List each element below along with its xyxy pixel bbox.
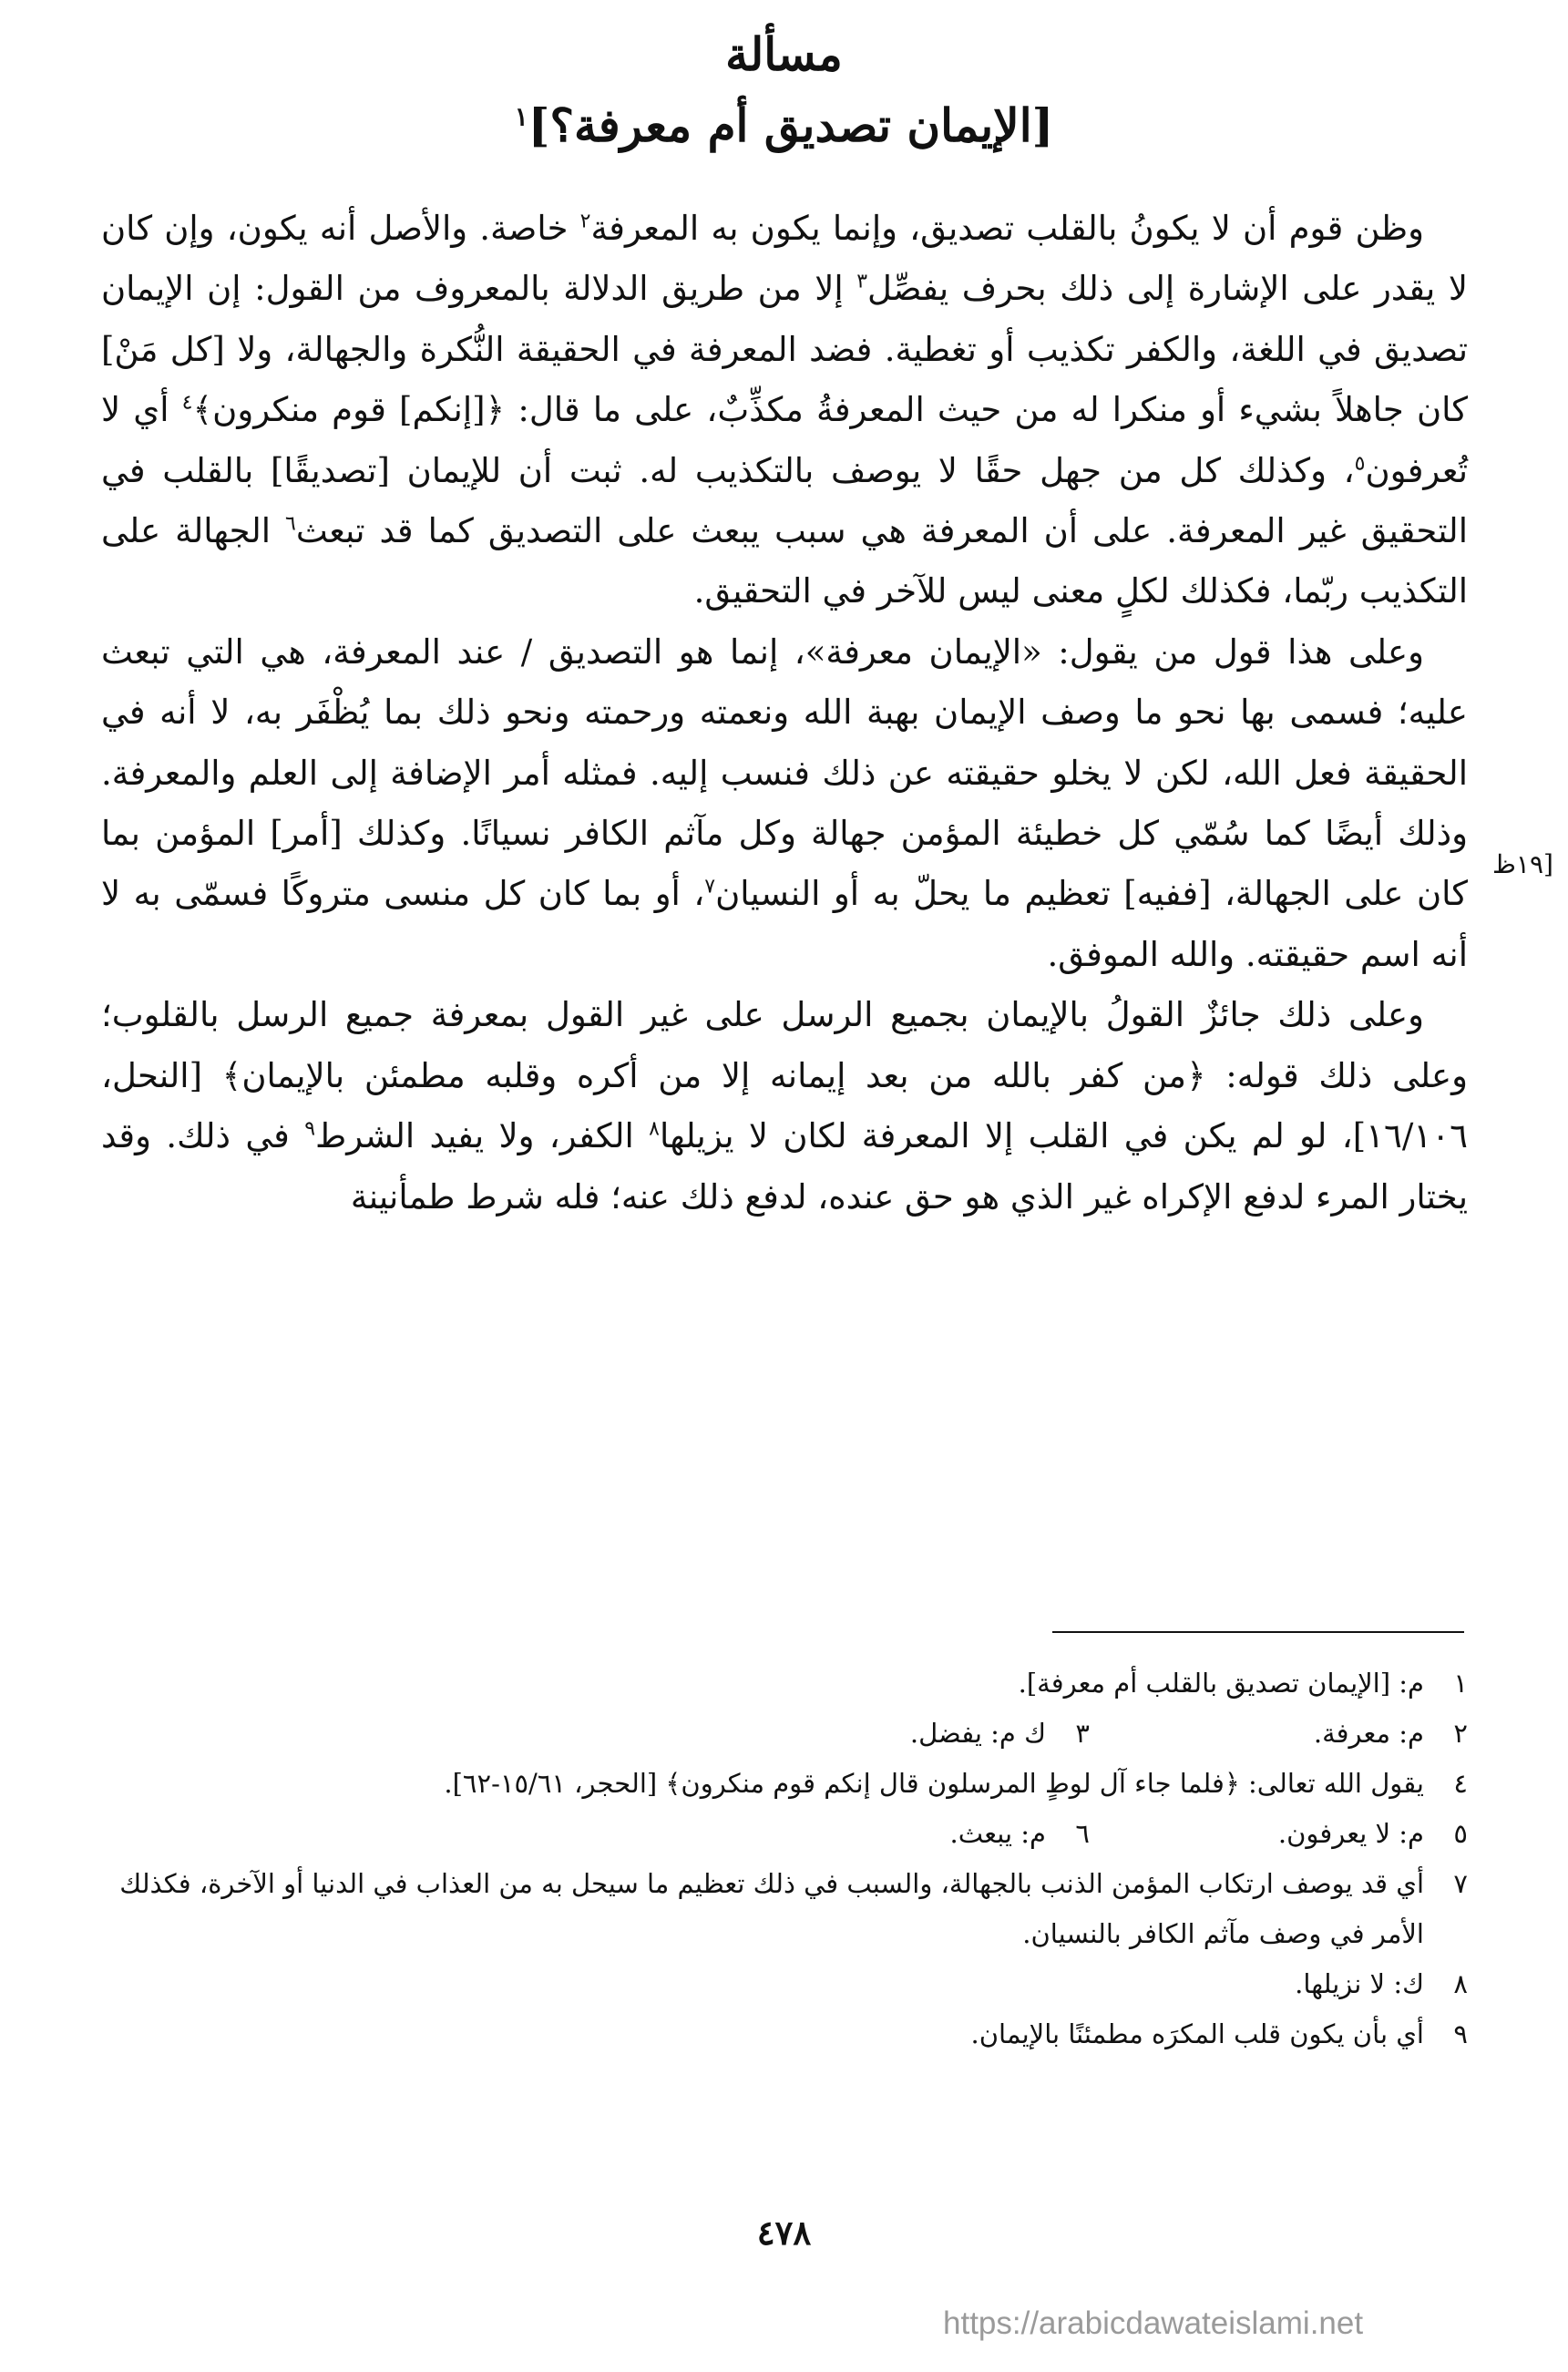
footnote-text: ك م: يفضل. (909, 1718, 1046, 1749)
footnote-text: يقول الله تعالى: ﴿فلما جاء آل لوطٍ المرسلون قال إنكم قوم منكرون﴾ [الحجر، ١٥/٦١-٦٢]. (444, 1768, 1424, 1799)
footnote-number: ٦ (1075, 1818, 1090, 1849)
footnote-ref: ٥ (1354, 452, 1366, 476)
subtitle-text: [الإيمان تصديق أم معرفة؟] (528, 98, 1054, 152)
footnote-number: ٥ (1453, 1818, 1468, 1849)
footnote-item (1090, 1809, 1468, 1859)
footnote-number: ٣ (1075, 1718, 1090, 1749)
footnote-number: ١ (1453, 1668, 1468, 1699)
footnote-item (101, 1759, 1468, 1809)
footnote-ref: ٢ (579, 210, 591, 233)
footnote-ref: ٤ (181, 391, 193, 415)
footnote-number: ٢ (1453, 1718, 1468, 1749)
footnote-number: ٧ (1453, 1868, 1468, 1899)
footnote-number: ٤ (1453, 1768, 1468, 1799)
section-subtitle (0, 98, 1568, 152)
footnote-item (101, 1859, 1468, 1959)
footnote-text: ك: لا نزيلها. (1295, 1968, 1424, 1999)
footnote-text: أي بأن يكون قلب المكرَه مطمئنًا بالإيمان. (970, 2018, 1424, 2049)
footnote-number: ٩ (1453, 2018, 1468, 2049)
text-run: إلا من طريق الدلالة بالمعروف من القول: إن الإيمان تصديق في اللغة، والكفر تكذيب أو تغطية. فضد المعرفة في الحقيقة النُّكرة والجهالة، ولا [كل مَنْ] كان جاهلاً بشيء أو منكرا له من حيث المعرفةُ مكذِّبٌ، على ما قال: ﴿[إنكم] قوم منكرون﴾ (101, 269, 1469, 430)
text-run: الجهالة على التكذيب ربّما، فكذلك لكلٍ معنى ليس للآخر في التحقيق. (101, 511, 1468, 611)
footnote-ref: ١ (514, 101, 528, 132)
manuscript-folio-marker: ١٩ظ] (1492, 849, 1553, 879)
text-run: ، أو بما كان كل منسى متروكًا فسمّى به لا أنه اسم حقيقته. والله الموفق. (101, 874, 1468, 974)
footnote-item (910, 1709, 1090, 1759)
footnote-ref: ٣ (856, 271, 868, 294)
text-run: أي لا تُعرفون (101, 390, 1468, 490)
footnote-item (101, 2009, 1468, 2059)
footnote-text: م: لا يعرفون. (1277, 1818, 1424, 1849)
footnote-number: ٨ (1453, 1968, 1468, 1999)
footnote-text: م: معرفة. (1313, 1718, 1424, 1749)
footnote-ref: ٨ (649, 1117, 660, 1141)
footnotes (101, 1658, 1468, 2059)
paragraph-3 (101, 985, 1468, 1227)
footnote-ref: ٦ (285, 512, 296, 536)
text-run: الكفر، ولا يفيد الشرط (315, 1116, 650, 1156)
text-run: ، وكذلك كل من جهل حقًا لا يوصف بالتكذيب له. ثبت أن للإيمان [تصديقًا] بالقلب في التحقيق غير المعرفة. على أن المعرفة هي سبب يبعث على التصديق كما قد تبعث (101, 450, 1468, 551)
footnote-ref: ٩ (304, 1117, 316, 1141)
paragraph-1 (101, 199, 1468, 622)
footnote-item (1090, 1709, 1468, 1759)
text-run: وظن قوم أن لا يكونُ بالقلب تصديق، وإنما يكون به المعرفة (590, 209, 1424, 248)
watermark-url: https://arabicdawateislami.net (943, 2305, 1364, 2341)
footnote-ref: ٧ (704, 876, 716, 899)
footnote-text: م: [الإيمان تصديق بالقلب أم معرفة]. (1018, 1668, 1424, 1699)
footnote-text: أي قد يوصف ارتكاب المؤمن الذنب بالجهالة، والسبب في ذلك تعظيم ما سيحل به من العذاب في الدنيا أو الآخرة، فكذلك الأمر في وصف مآثم الكافر بالنسيان. (119, 1868, 1424, 1949)
text-run: خاصة. والأصل أنه يكون، وإن كان لا يقدر على الإشارة إلى ذلك بحرف يفصِّل (101, 209, 1468, 309)
text-run: في ذلك. وقد يختار المرء لدفع الإكراه غير الذي هو حق عنده، لدفع ذلك عنه؛ فله شرط طمأنينة (101, 1116, 1468, 1217)
main-text (101, 199, 1468, 1227)
footnote-row (101, 1809, 1468, 1859)
footnote-item (950, 1809, 1090, 1859)
footnote-item (101, 1959, 1468, 2009)
page-number: ٤٧٨ (756, 2213, 812, 2253)
section-title: مسألة (725, 27, 843, 81)
footnote-item (101, 1658, 1468, 1709)
paragraph-2 (101, 622, 1468, 985)
text-run: وعلى هذا قول من يقول: «الإيمان معرفة»، إنما هو التصديق / عند المعرفة، هي التي تبعث عليه؛ فسمى بها نحو ما وصف الإيمان بهبة الله ونعمته ورحمته ونحو ذلك بما يُظْفَر به، لا أنه في الحقيقة فعل الله، لكن لا يخلو حقيقته عن ذلك فنسب إليه. فمثله أمر الإضافة إلى العلم والمعرفة. وذلك أيضًا كما سُمّي كل خطيئة المؤمن جهالة وكل مآثم الكافر نسيانًا. وكذلك [أمر] المؤمن بما كان على الجهالة، [ففيه] تعظيم ما يحلّ به أو النسيان (101, 632, 1469, 914)
footnote-divider (1052, 1631, 1464, 1633)
footnote-row (101, 1709, 1468, 1759)
text-run: وعلى ذلك جائزٌ القولُ بالإيمان بجميع الرسل على غير القول بمعرفة جميع الرسل بالقلوب؛ وعلى ذلك قوله: ﴿من كفر بالله من بعد إيمانه إلا من أكره وقلبه مطمئن بالإيمان﴾ [النحل، ١٦/١٠٦]، لو لم يكن في القلب إلا المعرفة لكان لا يزيلها (101, 995, 1468, 1156)
footnote-text: م: يبعث. (949, 1818, 1046, 1849)
